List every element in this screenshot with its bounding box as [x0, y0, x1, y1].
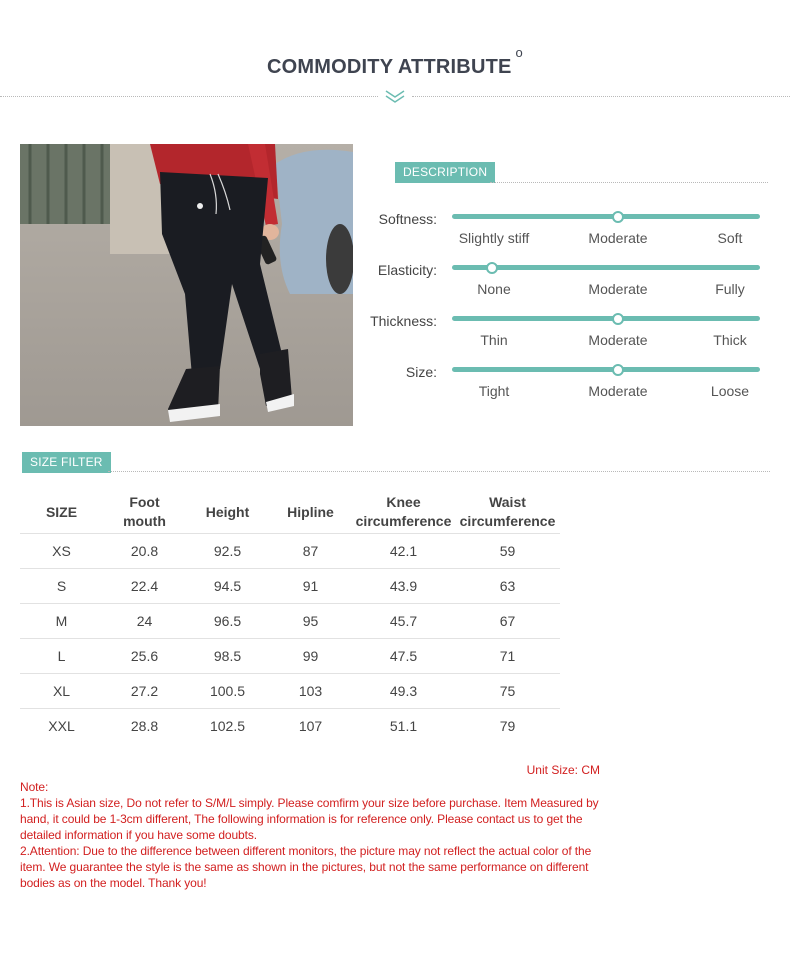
slider-knob	[486, 262, 498, 274]
column-header-text: Knee circumference	[355, 494, 452, 529]
attribute-option: Moderate	[588, 332, 648, 348]
attribute-option: Moderate	[588, 281, 648, 297]
table-cell: 20.8	[103, 534, 186, 569]
table-cell: 79	[455, 709, 560, 744]
table-cell: 107	[269, 709, 352, 744]
attribute-option: Thick	[713, 332, 747, 348]
column-header: Height	[205, 503, 250, 520]
table-cell: 42.1	[352, 534, 455, 569]
table-cell: M	[20, 604, 103, 639]
size-filter-divider	[108, 471, 770, 472]
table-cell: L	[20, 639, 103, 674]
table-cell: 25.6	[103, 639, 186, 674]
attribute-label: Softness:	[378, 211, 437, 227]
attribute-label: Thickness:	[370, 313, 437, 329]
column-header-text: Waist circumference	[459, 494, 556, 529]
attribute-option: None	[477, 281, 511, 297]
table-row	[20, 709, 560, 744]
table-cell: XXL	[20, 709, 103, 744]
table-cell: 75	[455, 674, 560, 709]
double-chevron-down-icon	[384, 89, 406, 105]
slider-knob	[612, 364, 624, 376]
table-cell: 22.4	[103, 569, 186, 604]
attribute-option: Moderate	[588, 383, 648, 399]
table-cell: 45.7	[352, 604, 455, 639]
table-cell: XL	[20, 674, 103, 709]
column-header	[103, 491, 186, 534]
table-cell: 99	[269, 639, 352, 674]
header-divider-left	[0, 96, 378, 97]
table-cell: 27.2	[103, 674, 186, 709]
attribute-option: Slightly stiff	[458, 230, 530, 246]
table-header-row	[20, 491, 560, 534]
attribute-slider	[452, 316, 760, 321]
column-header-text: Foot mouth	[123, 494, 166, 529]
table-cell: 59	[455, 534, 560, 569]
slider-knob	[612, 313, 624, 325]
table-row	[20, 674, 560, 709]
attribute-label: Elasticity:	[377, 262, 437, 278]
table-cell: 51.1	[352, 709, 455, 744]
table-cell: 95	[269, 604, 352, 639]
degree-mark: o	[515, 45, 523, 60]
description-badge: DESCRIPTION	[395, 162, 495, 183]
description-divider	[490, 182, 768, 183]
section-title	[0, 45, 790, 79]
attribute-slider	[452, 214, 760, 219]
size-table-body	[20, 534, 560, 744]
attribute-option: Soft	[717, 230, 743, 246]
column-header	[455, 491, 560, 534]
table-cell: 91	[269, 569, 352, 604]
attribute-option: Thin	[480, 332, 508, 348]
attribute-option: Fully	[715, 281, 745, 297]
table-cell: 67	[455, 604, 560, 639]
table-cell: 49.3	[352, 674, 455, 709]
attribute-option: Moderate	[588, 230, 648, 246]
unit-label: Unit Size: CM	[526, 763, 600, 777]
attribute-slider	[452, 265, 760, 270]
table-cell: XS	[20, 534, 103, 569]
attribute-option: Tight	[478, 383, 510, 399]
table-cell: 100.5	[186, 674, 269, 709]
table-cell: 63	[455, 569, 560, 604]
table-cell: 94.5	[186, 569, 269, 604]
attribute-option: Loose	[710, 383, 750, 399]
table-cell: 96.5	[186, 604, 269, 639]
column-header	[352, 491, 455, 534]
section-title-text: COMMODITY ATTRIBUTE	[267, 56, 512, 78]
size-filter-badge: SIZE FILTER	[22, 452, 111, 473]
attribute-label: Size:	[405, 364, 437, 380]
product-photo	[20, 144, 353, 426]
slider-knob	[612, 211, 624, 223]
note-item: 1.This is Asian size, Do not refer to S/M/L simply. Please comfirm your size before purchase. Item Measured by hand, it could be 1-3cm different, The following information is for reference only. Please contact us to get the detailed information if you have some doubts.	[20, 796, 599, 842]
table-cell: 92.5	[186, 534, 269, 569]
table-row	[20, 604, 560, 639]
column-header: Hipline	[287, 503, 334, 520]
attribute-slider	[452, 367, 760, 372]
header-divider-right	[412, 96, 790, 97]
size-table	[20, 491, 560, 743]
note-item: 2.Attention: Due to the difference between different monitors, the picture may not reflect the actual color of the item. We guarantee the style is the same as shown in the pictures, but not the same performance on different bodies as on the model. Thank you!	[20, 844, 592, 890]
note-block	[20, 779, 610, 891]
column-header: SIZE	[45, 503, 78, 520]
table-cell: 43.9	[352, 569, 455, 604]
table-cell: S	[20, 569, 103, 604]
note-title: Note:	[20, 780, 49, 794]
table-cell: 47.5	[352, 639, 455, 674]
table-row	[20, 534, 560, 569]
table-cell: 87	[269, 534, 352, 569]
table-cell: 71	[455, 639, 560, 674]
table-row	[20, 569, 560, 604]
table-cell: 28.8	[103, 709, 186, 744]
table-row	[20, 639, 560, 674]
table-cell: 102.5	[186, 709, 269, 744]
table-cell: 98.5	[186, 639, 269, 674]
table-cell: 24	[103, 604, 186, 639]
table-cell: 103	[269, 674, 352, 709]
